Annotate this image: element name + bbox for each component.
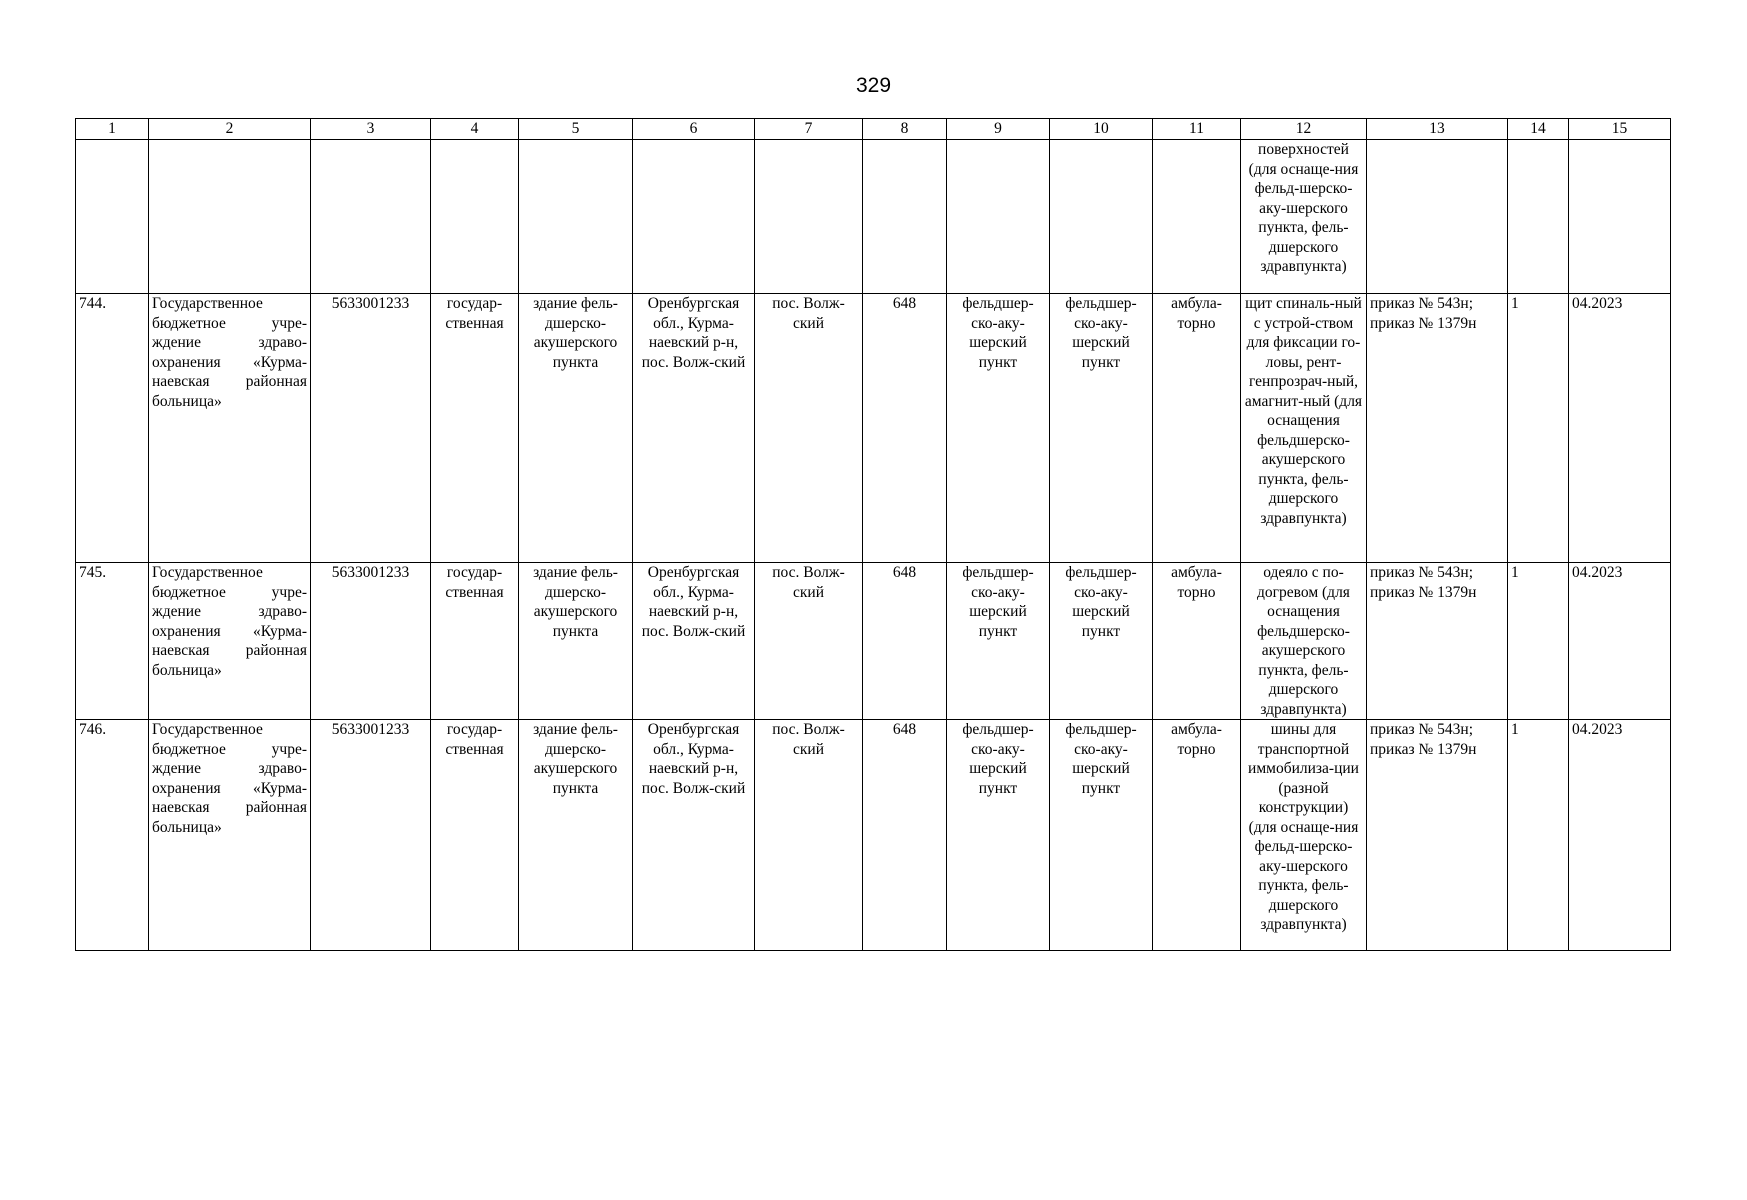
column-header: 9 (947, 119, 1050, 140)
unit-name-cell (1050, 140, 1153, 294)
inn-cell: 5633001233 (311, 294, 431, 563)
care-form-cell: амбула-торно (1153, 720, 1241, 951)
building-cell (519, 140, 633, 294)
building-cell: здание фель-дшерско-акушерского пункта (519, 563, 633, 720)
order-cell: приказ № 543н; приказ № 1379н (1367, 294, 1508, 563)
locality-cell: пос. Волж-ский (755, 720, 863, 951)
locality-cell: пос. Волж-ский (755, 294, 863, 563)
register-table (75, 118, 1671, 951)
equipment-cell: щит спиналь-ный с устрой-ством для фиксации го-ловы, рент-генпрозрач-ный, амагнит-ный (для оснащения фельдшерско-акушерского пункта, фель-дшерского здравпункта) (1241, 294, 1367, 563)
continuation-row (76, 140, 1671, 294)
column-header: 11 (1153, 119, 1241, 140)
row-number-cell: 746. (76, 720, 149, 951)
care-form-cell (1153, 140, 1241, 294)
building-cell: здание фель-дшерско-акушерского пункта (519, 720, 633, 951)
page-number: 329 (855, 74, 892, 97)
quantity-cell: 1 (1508, 563, 1569, 720)
column-header: 5 (519, 119, 633, 140)
unit-type-cell: фельдшер-ско-аку-шерский пункт (947, 294, 1050, 563)
unit-type-cell: фельдшер-ско-аку-шерский пункт (947, 720, 1050, 951)
column-header: 3 (311, 119, 431, 140)
unit-type-cell: фельдшер-ско-аку-шерский пункт (947, 563, 1050, 720)
ownership-cell (431, 140, 519, 294)
column-header: 4 (431, 119, 519, 140)
column-header: 14 (1508, 119, 1569, 140)
locality-cell: пос. Волж-ский (755, 563, 863, 720)
unit-type-cell (947, 140, 1050, 294)
code-cell: 648 (863, 720, 947, 951)
column-header: 1 (76, 119, 149, 140)
care-form-cell: амбула-торно (1153, 294, 1241, 563)
inn-cell: 5633001233 (311, 720, 431, 951)
table-row (76, 563, 1671, 720)
header-row (76, 119, 1671, 140)
address-cell: Оренбургская обл., Курма-наевский р-н, пос. Волж-ский (633, 294, 755, 563)
locality-cell (755, 140, 863, 294)
unit-name-cell: фельдшер-ско-аку-шерский пункт (1050, 294, 1153, 563)
organization-cell: Государственное бюджетное учре-ждение здраво-охранения «Курма-наевская районная больница» (149, 720, 311, 951)
ownership-cell: государ-ственная (431, 720, 519, 951)
date-cell (1569, 140, 1671, 294)
address-cell: Оренбургская обл., Курма-наевский р-н, пос. Волж-ский (633, 720, 755, 951)
inn-cell (311, 140, 431, 294)
column-header: 7 (755, 119, 863, 140)
building-cell: здание фель-дшерско-акушерского пункта (519, 294, 633, 563)
ownership-cell: государ-ственная (431, 563, 519, 720)
inn-cell: 5633001233 (311, 563, 431, 720)
order-cell (1367, 140, 1508, 294)
quantity-cell: 1 (1508, 294, 1569, 563)
column-header: 13 (1367, 119, 1508, 140)
equipment-cell: одеяло с по-догревом (для оснащения фельдшерско-акушерского пункта, фель-дшерского здравпункта) (1241, 563, 1367, 720)
column-header: 2 (149, 119, 311, 140)
row-number-cell (76, 140, 149, 294)
equipment-cell: шины для транспортной иммобилиза-ции (разной конструкции) (для оснаще-ния фельд-шерско-аку-шерского пункта, фель-дшерского здравпункта) (1241, 720, 1367, 951)
organization-cell: Государственное бюджетное учре-ждение здраво-охранения «Курма-наевская районная больница» (149, 294, 311, 563)
table-row (76, 720, 1671, 951)
ownership-cell: государ-ственная (431, 294, 519, 563)
unit-name-cell: фельдшер-ско-аку-шерский пункт (1050, 720, 1153, 951)
address-cell (633, 140, 755, 294)
code-cell: 648 (863, 294, 947, 563)
column-header: 12 (1241, 119, 1367, 140)
code-cell: 648 (863, 563, 947, 720)
column-header: 15 (1569, 119, 1671, 140)
date-cell: 04.2023 (1569, 563, 1671, 720)
order-cell: приказ № 543н; приказ № 1379н (1367, 720, 1508, 951)
quantity-cell (1508, 140, 1569, 294)
address-cell: Оренбургская обл., Курма-наевский р-н, пос. Волж-ский (633, 563, 755, 720)
column-header: 6 (633, 119, 755, 140)
organization-cell: Государственное бюджетное учре-ждение здраво-охранения «Курма-наевская районная больница» (149, 563, 311, 720)
row-number-cell: 744. (76, 294, 149, 563)
date-cell: 04.2023 (1569, 294, 1671, 563)
organization-cell (149, 140, 311, 294)
code-cell (863, 140, 947, 294)
column-header: 8 (863, 119, 947, 140)
quantity-cell: 1 (1508, 720, 1569, 951)
row-number-cell: 745. (76, 563, 149, 720)
equipment-cell: поверхностей (для оснаще-ния фельд-шерско-аку-шерского пункта, фель-дшерского здравпункта) (1241, 140, 1367, 294)
date-cell: 04.2023 (1569, 720, 1671, 951)
unit-name-cell: фельдшер-ско-аку-шерский пункт (1050, 563, 1153, 720)
order-cell: приказ № 543н; приказ № 1379н (1367, 563, 1508, 720)
column-number-header (76, 119, 1671, 140)
care-form-cell: амбула-торно (1153, 563, 1241, 720)
column-header: 10 (1050, 119, 1153, 140)
table-row (76, 294, 1671, 563)
